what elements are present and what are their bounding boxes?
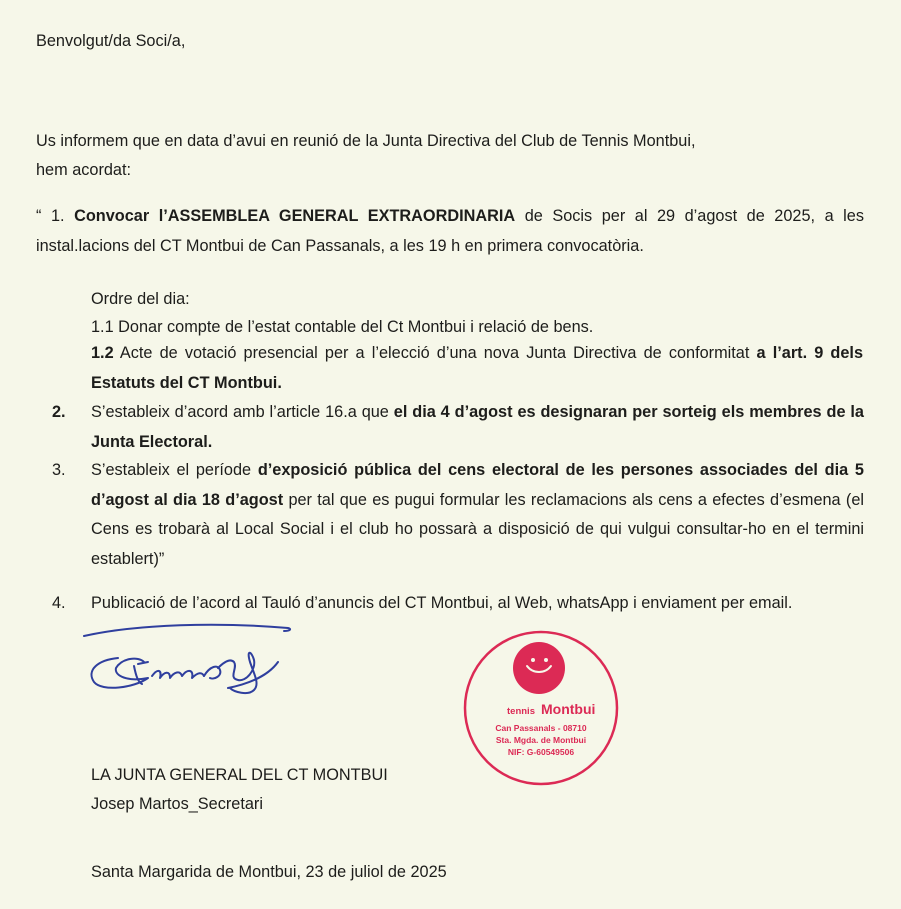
signature-graphic bbox=[78, 618, 308, 698]
signature-name: Josep Martos_Secretari bbox=[91, 795, 263, 813]
agenda-item-1-2-text: Acte de votació presencial per a l’elecció d’una nova Junta Directiva de conformitat bbox=[113, 344, 757, 362]
item-3-text-2: per tal que es pugui formular les reclamacions als cens a efectes d’esmena (el Cens es trobarà al Local Social i el club ho possarà a disposició de qui vulgui consultar-ho en el termini establert)” bbox=[91, 490, 864, 568]
agenda-item-1-2 bbox=[91, 339, 863, 398]
item-2-number: 2. bbox=[52, 403, 66, 421]
club-stamp bbox=[461, 628, 621, 788]
agenda-heading: Ordre del dia: bbox=[91, 290, 190, 308]
agenda-item-1-2-num: 1.2 bbox=[91, 344, 114, 362]
place-date: Santa Margarida de Montbui, 23 de juliol de 2025 bbox=[91, 863, 447, 881]
item-4-paragraph: Publicació de l’acord al Tauló d’anuncis del CT Montbui, al Web, whatsApp i enviament per email. bbox=[91, 594, 793, 612]
stamp-brand-big: Montbui bbox=[541, 701, 596, 717]
item-1-prefix: “ 1. bbox=[36, 207, 75, 225]
item-3-text-1: S’estableix el període bbox=[91, 461, 258, 479]
agenda-item-1-2-bold: a l’art. 9 dels Estatuts del CT Montbui. bbox=[91, 344, 863, 392]
item-2-text: S’estableix d’acord amb l’article 16.a que bbox=[91, 403, 394, 421]
stamp-line-1: Can Passanals - 08710 bbox=[495, 723, 587, 733]
item-3-bold: d’exposició pública del cens electoral de les persones associades del dia 5 d’agost al dia 18 d’agost bbox=[91, 461, 864, 509]
item-2-paragraph bbox=[91, 398, 864, 457]
agenda-item-1-1: 1.1 Donar compte de l’estat contable del Ct Montbui i relació de bens. bbox=[91, 318, 594, 336]
intro-line-2: hem acordat: bbox=[36, 161, 132, 179]
item-3-number: 3. bbox=[52, 461, 66, 479]
item-1-paragraph bbox=[36, 202, 864, 261]
signature-org: LA JUNTA GENERAL DEL CT MONTBUI bbox=[91, 766, 388, 784]
item-4-number: 4. bbox=[52, 594, 66, 612]
item-1-bold: Convocar l’ASSEMBLEA GENERAL EXTRAORDINARIA bbox=[74, 207, 516, 225]
greeting: Benvolgut/da Soci/a, bbox=[36, 32, 186, 50]
stamp-brand-small: tennis bbox=[507, 706, 535, 717]
stamp-line-3: NIF: G-60549506 bbox=[507, 747, 575, 757]
item-3-paragraph bbox=[91, 456, 864, 574]
item-2-bold: el dia 4 d’agost es designaran per sorteig els membres de la Junta Electoral. bbox=[91, 403, 864, 451]
item-1-rest: de Socis per al 29 d’agost de 2025, a les instal.lacions del CT Montbui de Can Passanals, a les 19 h en primera convocatòria. bbox=[36, 207, 864, 255]
stamp-line-2: Sta. Mgda. de Montbui bbox=[495, 735, 587, 745]
intro-line-1: Us informem que en data d’avui en reunió de la Junta Directiva del Club de Tennis Montbui, bbox=[36, 132, 696, 150]
